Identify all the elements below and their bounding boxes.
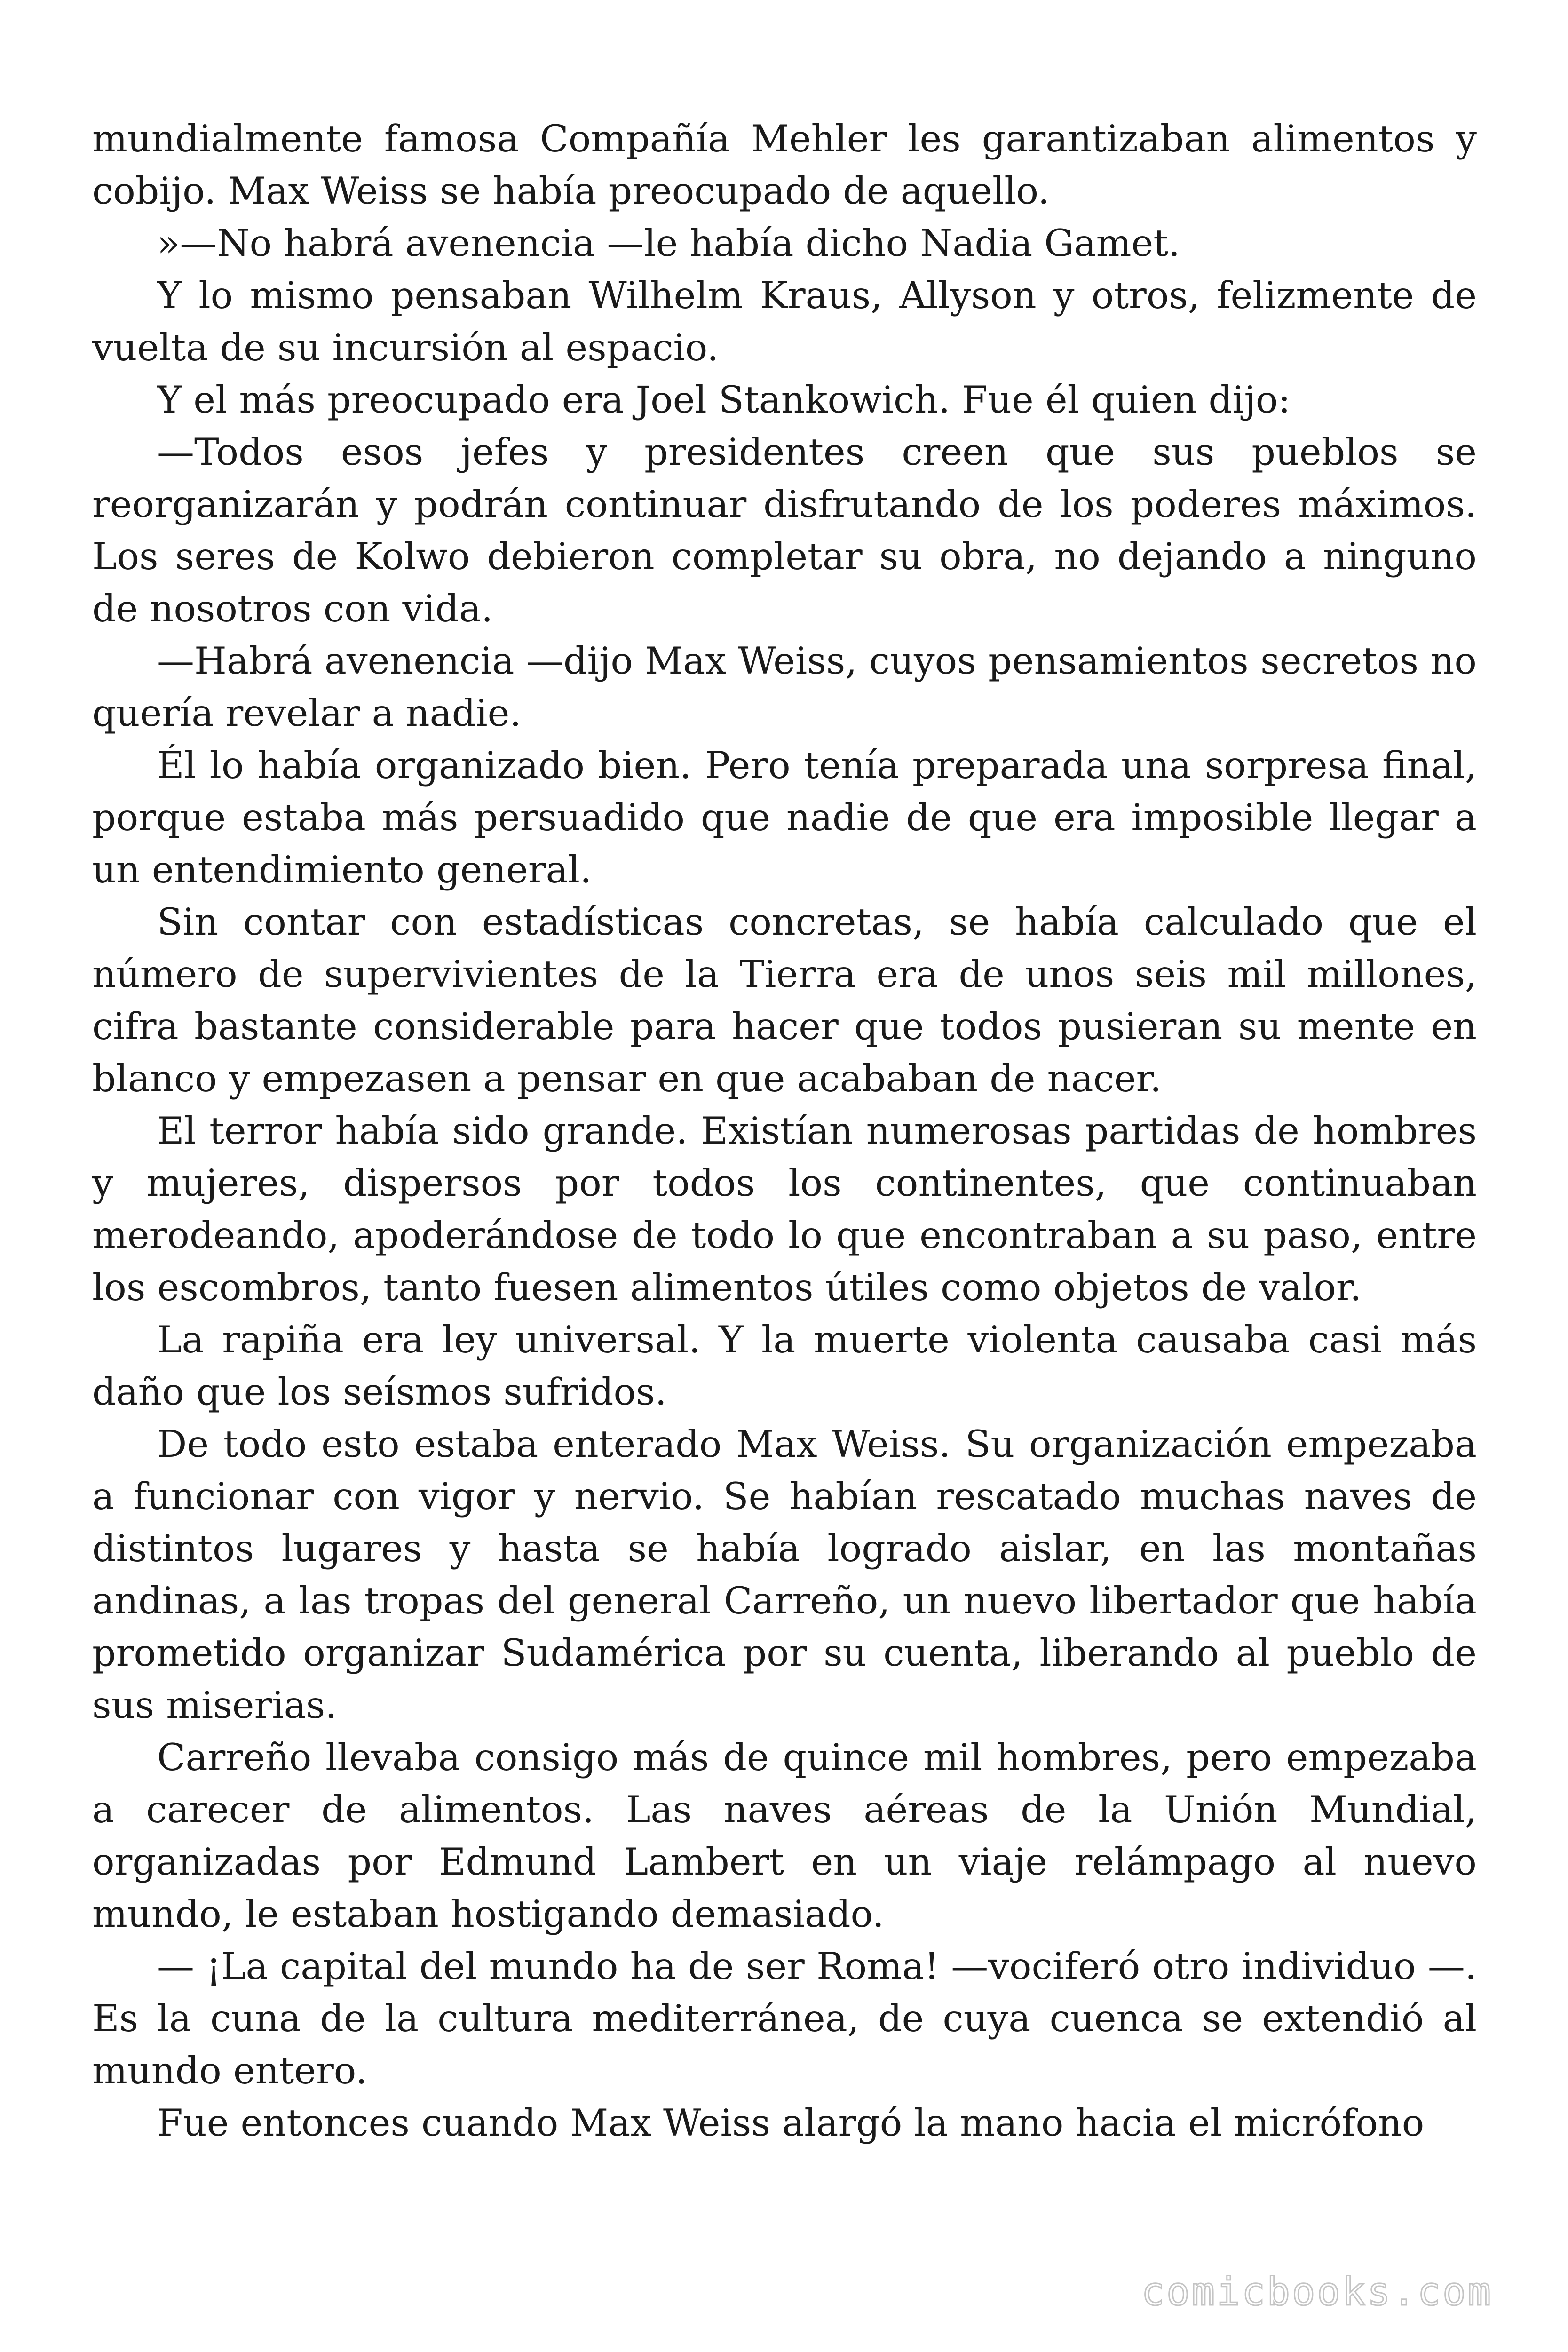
paragraph: Fue entonces cuando Max Weiss alargó la mano hacia el micrófono	[157, 2101, 1425, 2145]
paragraph: La rapiña era ley universal. Y la muerte violenta causaba casi más daño que los seísmos sufridos.	[92, 1318, 1477, 1414]
paragraph: Y el más preocupado era Joel Stankowich. Fue él quien dijo:	[157, 378, 1291, 421]
paragraph: El terror había sido grande. Existían numerosas partidas de hombres y mujeres, dispersos por todos los continentes, que continuaban merodeando, apoderándose de todo lo que encontraban a su paso, entre los escombros, tanto fuesen alimentos útiles como objetos de valor.	[92, 1109, 1477, 1309]
paragraph: »—No habrá avenencia —le había dicho Nadia Gamet.	[157, 222, 1180, 265]
site-watermark: comicbooks.com	[1141, 2270, 1493, 2314]
paragraph: Carreño llevaba consigo más de quince mil hombres, pero empezaba a carecer de alimentos. Las naves aéreas de la Unión Mundial, organizadas por Edmund Lambert en un viaje relámpago al nuevo mundo, le estaban hostigando demasiado.	[92, 1736, 1477, 1936]
paragraph: Él lo había organizado bien. Pero tenía preparada una sorpresa final, porque estaba más persuadido que nadie de que era imposible llegar a un entendimiento general.	[92, 744, 1477, 891]
paragraph: Y lo mismo pensaban Wilhelm Kraus, Allyson y otros, felizmente de vuelta de su incursión al espacio.	[92, 274, 1477, 369]
book-page-text	[92, 113, 1477, 2149]
paragraph: —Habrá avenencia —dijo Max Weiss, cuyos pensamientos secretos no quería revelar a nadie.	[92, 639, 1477, 735]
paragraph: De todo esto estaba enterado Max Weiss. Su organización empezaba a funcionar con vigor y nervio. Se habían rescatado muchas naves de distintos lugares y hasta se había logrado aislar, en las montañas andinas, a las tropas del general Carreño, un nuevo libertador que había prometido organizar Sudamérica por su cuenta, liberando al pueblo de sus miserias.	[92, 1422, 1477, 1727]
paragraph: —Todos esos jefes y presidentes creen que sus pueblos se reorganizarán y podrán continuar disfrutando de los poderes máximos. Los seres de Kolwo debieron completar su obra, no dejando a ninguno de nosotros con vida.	[92, 430, 1477, 630]
paragraph: — ¡La capital del mundo ha de ser Roma! —vociferó otro individuo —. Es la cuna de la cultura mediterránea, de cuya cuenca se extendió al mundo entero.	[92, 1945, 1477, 2092]
paragraph: Sin contar con estadísticas concretas, se había calculado que el número de supervivientes de la Tierra era de unos seis mil millones, cifra bastante considerable para hacer que todos pusieran su mente en blanco y empezasen a pensar en que acababan de nacer.	[92, 900, 1477, 1100]
paragraph-continued: mundialmente famosa Compañía Mehler les garantizaban alimentos y cobijo. Max Weiss se había preocupado de aquello.	[92, 117, 1477, 213]
